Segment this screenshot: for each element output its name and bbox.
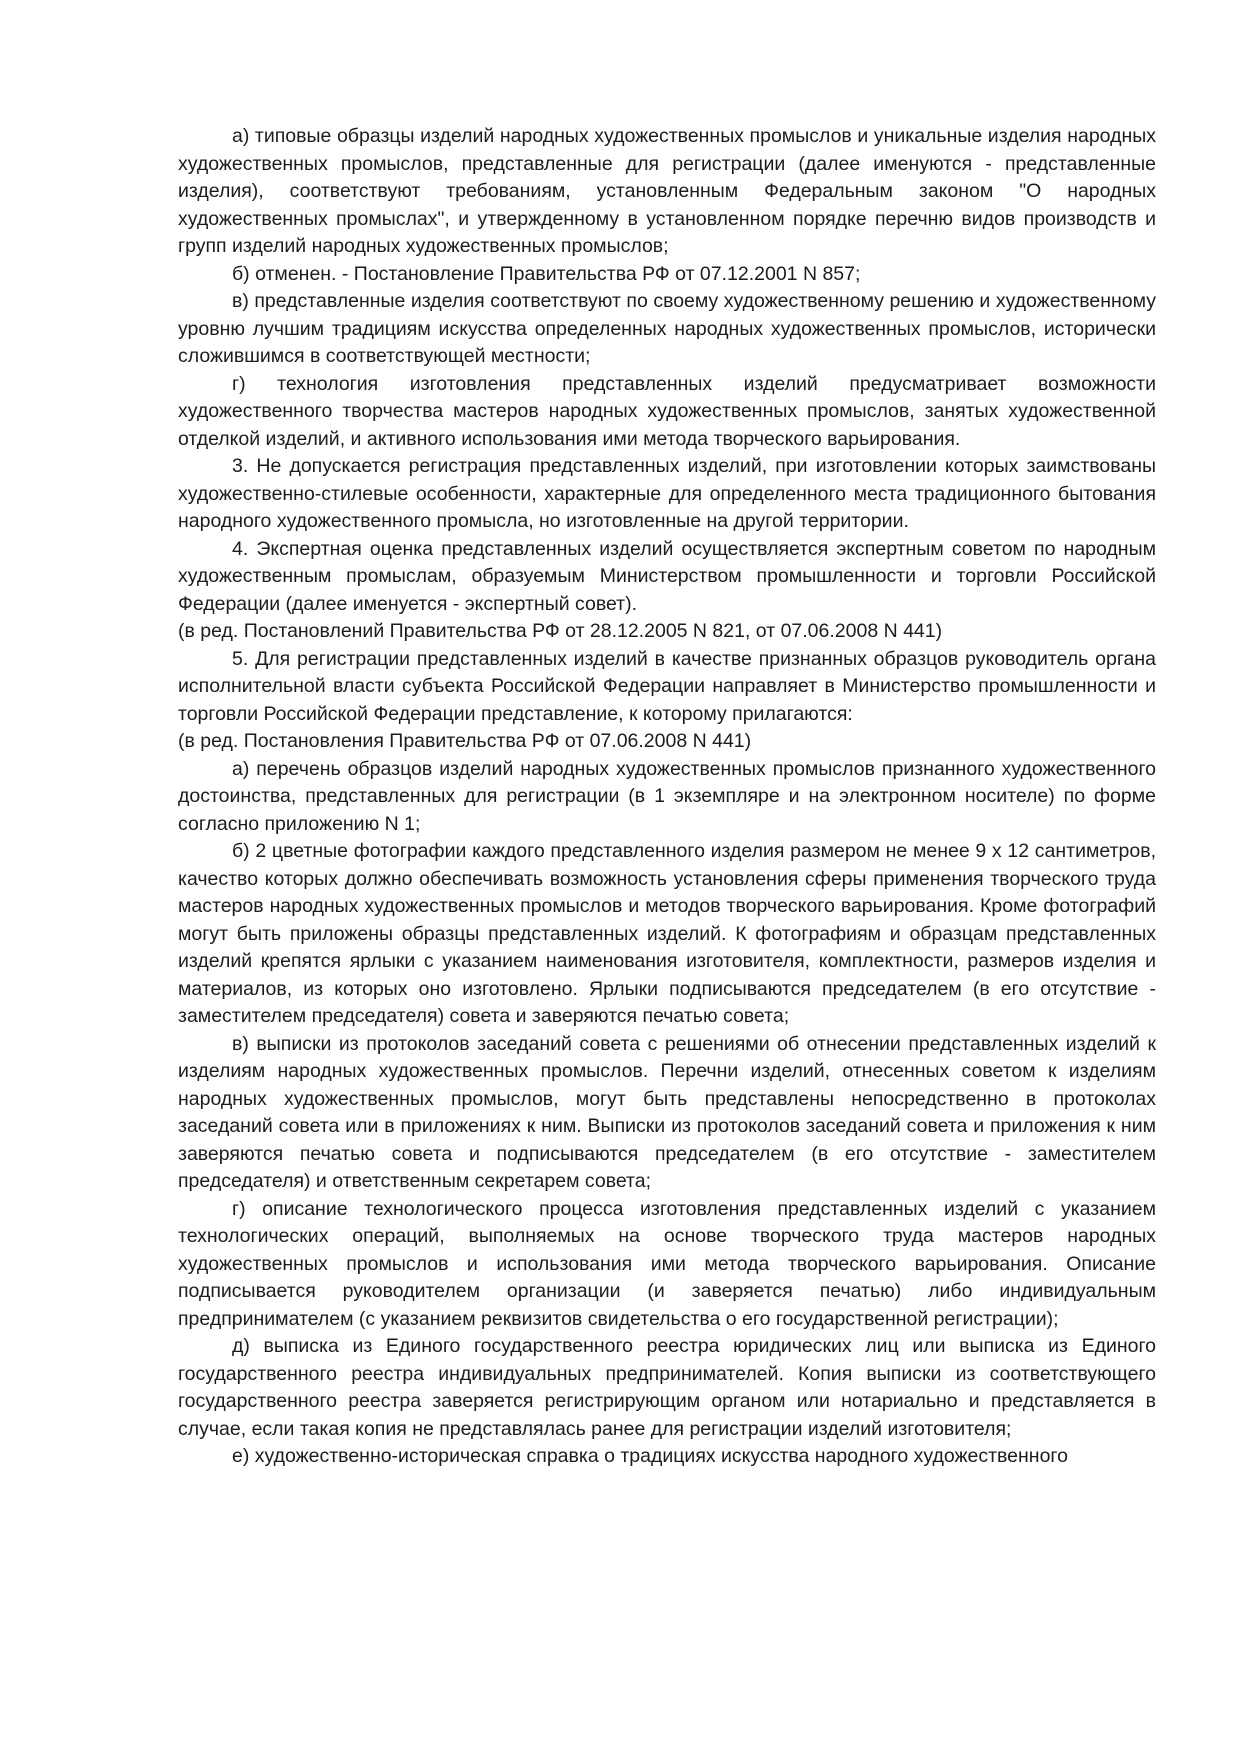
paragraph-3: 3. Не допускается регистрация представленных изделий, при изготовлении которых заимствованы художественно-стилевые особенности, характерные для определенного места традиционного бытования народного художественного промысла, но изготовленные на другой территории. — [178, 455, 1156, 532]
amendment-note-2: (в ред. Постановления Правительства РФ от 07.06.2008 N 441) — [178, 730, 752, 752]
paragraph-4: 4. Экспертная оценка представленных изделий осуществляется экспертным советом по народным художественным промыслам, образуемым Министерством промышленности и торговли Российской Федерации (далее именуется - экспертный совет). — [178, 537, 1156, 615]
paragraph-5b: б) 2 цветные фотографии каждого представленного изделия размером не менее 9 x 12 сантиметров, качество которых должно обеспечивать возможность установления сферы применения творческого труда мастеров народных художественных промыслов и методов творческого варьирования. Кроме фотографий могут быть приложены образцы представленных изделий. К фотографиям и образцам представленных изделий крепятся ярлыки с указанием наименования изготовителя, комплектности, размеров изделия и материалов, из которых оно изготовлено. Ярлыки подписываются председателем (в его отсутствие - заместителем председателя) совета и заверяются печатью совета; — [178, 840, 1156, 1027]
paragraph-5a: а) перечень образцов изделий народных художественных промыслов признанного художественного достоинства, представленных для регистрации (в 1 экземпляре и на электронном носителе) по форме согласно приложению N 1; — [178, 757, 1156, 835]
paragraph-2b: б) отменен. - Постановление Правительства РФ от 07.12.2001 N 857; — [232, 262, 861, 285]
paragraph-5v: в) выписки из протоколов заседаний совета с решениями об отнесении представленных изделий к изделиям народных художественных промыслов. Перечни изделий, отнесенных советом к изделиям народных художественных промыслов, могут быть представлены непосредственно в протоколах заседаний совета или в приложениях к ним. Выписки из протоколов заседаний совета и приложения к ним заверяются печатью совета и подписываются председателем (в его отсутствие - заместителем председателя) и ответственным секретарем совета; — [178, 1032, 1156, 1192]
paragraph-2v: в) представленные изделия соответствуют по своему художественному решению и художественному уровню лучшим традициям искусства определенных народных художественных промыслов, исторически сложившимся в соответствующей местности; — [178, 290, 1156, 367]
paragraph-5g: г) описание технологического процесса изготовления представленных изделий с указанием технологических операций, выполняемых на основе творческого труда мастеров народных художественных промыслов и использования ими метода творческого варьирования. Описание подписывается руководителем организации (и заверяется печатью) либо индивидуальным предпринимателем (с указанием реквизитов свидетельства о его государственной регистрации); — [178, 1197, 1156, 1330]
document-body — [178, 123, 1156, 1471]
paragraph-5: 5. Для регистрации представленных изделий в качестве признанных образцов руководитель органа исполнительной власти субъекта Российской Федерации направляет в Министерство промышленности и торговли Российской Федерации представление, к которому прилагаются: — [178, 647, 1156, 725]
paragraph-5d: д) выписка из Единого государственного реестра юридических лиц или выписка из Единого государственного реестра индивидуальных предпринимателей. Копия выписки из соответствующего государственного реестра заверяется регистрирующим органом или нотариально и представляется в случае, если такая копия не представлялась ранее для регистрации изделий изготовителя; — [178, 1335, 1156, 1440]
amendment-note-1: (в ред. Постановлений Правительства РФ от 28.12.2005 N 821, от 07.06.2008 N 441) — [178, 620, 943, 642]
paragraph-5e: е) художественно-историческая справка о традициях искусства народного художественного — [232, 1445, 1068, 1467]
paragraph-2g: г) технология изготовления представленных изделий предусматривает возможности художественного творчества мастеров народных художественных промыслов, занятых художественной отделкой изделий, и активного использования ими метода творческого варьирования. — [178, 372, 1156, 450]
paragraph-2a: а) типовые образцы изделий народных художественных промыслов и уникальные изделия народных художественных промыслов, представленные для регистрации (далее именуются - представленные изделия), соответствуют требованиям, установленным Федеральным законом "О народных художественных промыслах", и утвержденному в установленном порядке перечню видов производств и групп изделий народных художественных промыслов; — [178, 125, 1156, 257]
